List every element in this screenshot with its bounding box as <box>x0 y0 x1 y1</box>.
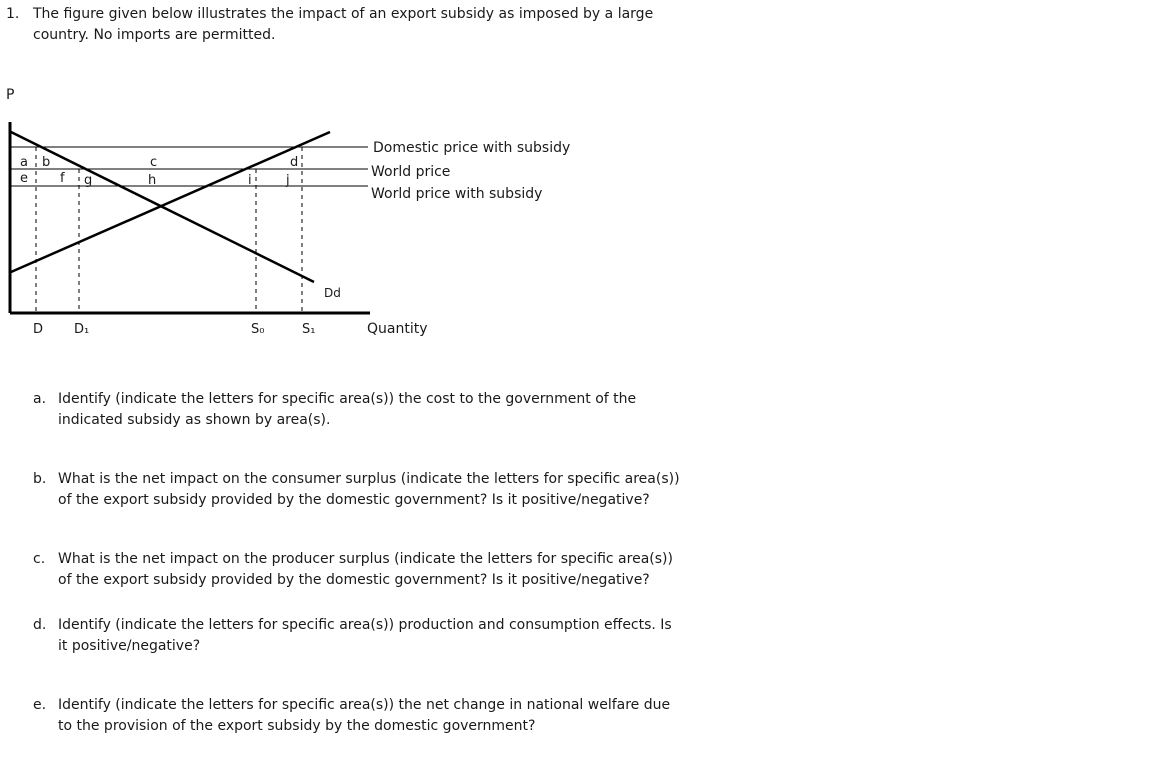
part-c-line-1: What is the net impact on the producer surplus (indicate the letters for specific area(s)) <box>58 551 673 567</box>
supply-curve <box>11 132 330 272</box>
area-label-a: a <box>20 155 28 170</box>
price-axis-label: P <box>6 87 15 103</box>
question-number: 1. <box>6 6 20 22</box>
part-d-label: d. <box>33 617 47 633</box>
question-text-line-2: country. No imports are permitted. <box>33 27 276 43</box>
part-b-line-1: What is the net impact on the consumer surplus (indicate the letters for specific area(s)) <box>58 471 680 487</box>
quantity-axis-label: Quantity <box>367 321 428 337</box>
label-world-price-with-subsidy: World price with subsidy <box>371 186 543 202</box>
area-label-b: b <box>42 155 51 170</box>
quantity-label-S0: S₀ <box>251 322 265 337</box>
part-a-label: a. <box>33 391 47 407</box>
quantity-label-D1: D₁ <box>74 322 90 337</box>
part-b-line-2: of the export subsidy provided by the domestic government? Is it positive/negative? <box>58 492 650 508</box>
part-c-label: c. <box>33 551 46 567</box>
part-e-line-2: to the provision of the export subsidy by the domestic government? <box>58 718 536 734</box>
area-label-g: g <box>84 173 93 188</box>
area-label-d: d <box>290 155 299 170</box>
demand-curve-label: Dd <box>324 286 341 300</box>
part-b-label: b. <box>33 471 47 487</box>
part-e-label: e. <box>33 697 47 713</box>
demand-curve <box>11 132 314 282</box>
part-d-line-1: Identify (indicate the letters for specific area(s)) production and consumption effects. Is <box>58 617 672 633</box>
area-label-c: c <box>150 155 158 170</box>
label-domestic-price-with-subsidy: Domestic price with subsidy <box>373 140 571 156</box>
area-label-j: j <box>286 173 290 188</box>
area-label-f: f <box>60 171 65 186</box>
part-a-line-2: indicated subsidy as shown by area(s). <box>58 412 331 428</box>
question-text-line-1: The figure given below illustrates the impact of an export subsidy as imposed by a large <box>33 6 654 22</box>
quantity-label-S1: S₁ <box>302 322 316 337</box>
part-a-line-1: Identify (indicate the letters for specific area(s)) the cost to the government of the <box>58 391 637 407</box>
area-label-e: e <box>20 171 28 186</box>
label-world-price: World price <box>371 164 451 180</box>
part-e-line-1: Identify (indicate the letters for specific area(s)) the net change in national welfare due <box>58 697 671 713</box>
area-label-i: i <box>248 173 252 188</box>
part-c-line-2: of the export subsidy provided by the domestic government? Is it positive/negative? <box>58 572 650 588</box>
area-label-h: h <box>148 173 157 188</box>
part-d-line-2: it positive/negative? <box>58 638 201 654</box>
quantity-label-D: D <box>33 322 44 337</box>
